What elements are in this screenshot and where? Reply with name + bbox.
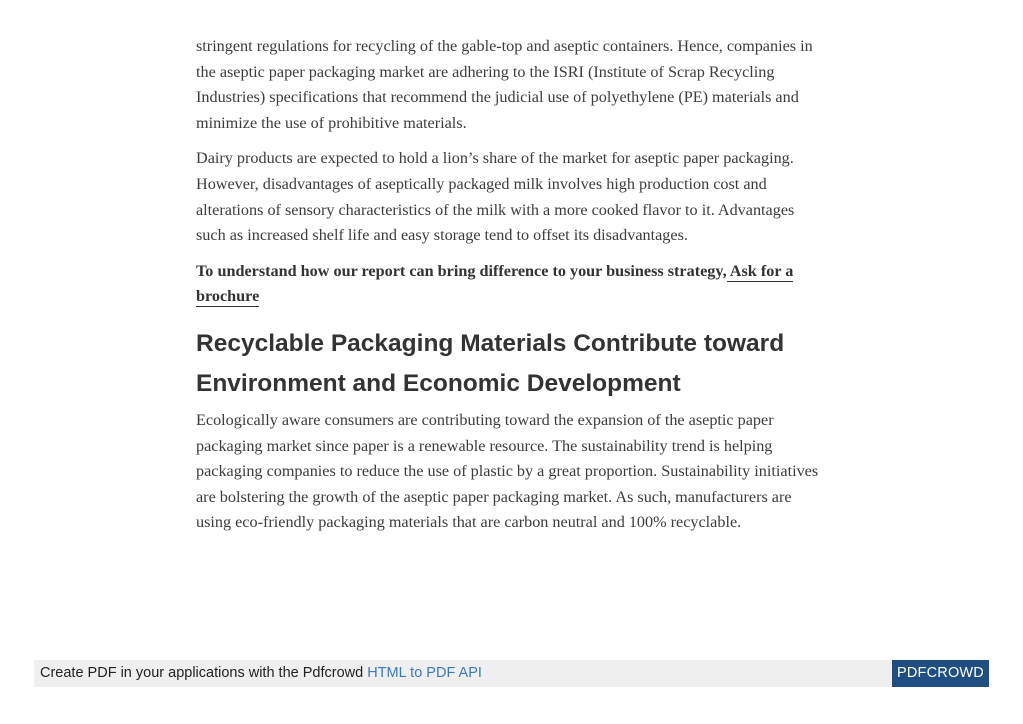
brochure-callout-text: To understand how our report can bring difference to your business strategy, <box>196 261 727 280</box>
pdfcrowd-footer-bar <box>34 660 989 687</box>
ask-brochure-link[interactable]: Ask for a brochure <box>196 261 794 306</box>
footer-text <box>40 665 482 681</box>
pdfcrowd-brand-button[interactable]: PDFCROWD <box>892 660 989 687</box>
section-heading: Recyclable Packaging Materials Contribute toward Environment and Economic Development <box>196 329 785 397</box>
brochure-callout <box>196 259 828 310</box>
article-content <box>196 34 828 546</box>
footer-prefix: Create PDF in your applications with the Pdfcrowd <box>40 665 368 681</box>
html-to-pdf-api-link[interactable]: HTML to PDF API <box>367 665 482 681</box>
paragraph-dairy: Dairy products are expected to hold a lion’s share of the market for aseptic paper packaging. However, disadvantages of aseptically packaged milk involves high production cost and alterations of sensory characteristics of the milk with a more cooked flavor to it. Advantages such as increased shelf life and easy storage tend to offset its disadvantages. <box>196 149 795 245</box>
paragraph-sustainability: Ecologically aware consumers are contributing toward the expansion of the aseptic paper packaging market since paper is a renewable resource. The sustainability trend is helping packaging companies to reduce the use of plastic by a great proportion. Sustainability initiatives are bolstering the growth of the aseptic paper packaging market. As such, manufacturers are using eco-friendly packaging materials that are carbon neutral and 100% recyclable. <box>196 410 819 532</box>
paragraph-regulations: stringent regulations for recycling of the gable-top and aseptic containers. Hence, companies in the aseptic paper packaging market are adhering to the ISRI (Institute of Scrap Recycling Industries) specifications that recommend the judicial use of polyethylene (PE) materials and minimize the use of prohibitive materials. <box>196 37 813 132</box>
